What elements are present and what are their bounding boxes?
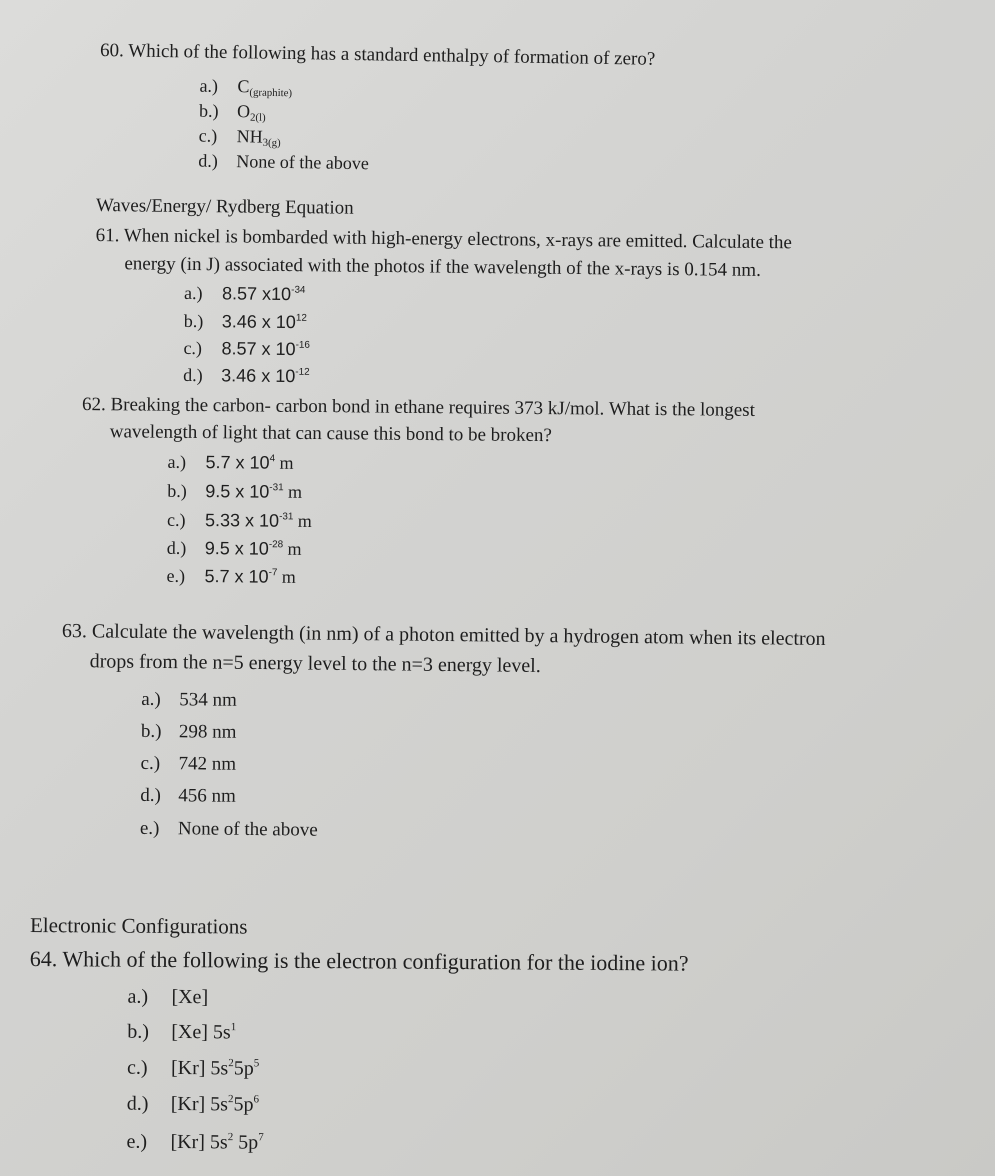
question-63-option-e <box>140 818 318 842</box>
option-mantissa: 3.46 x 10 <box>221 311 296 333</box>
option-mantissa: 8.57 x 10 <box>221 338 296 360</box>
orbital-exponent: 5 <box>253 1057 260 1070</box>
option-label: b.) <box>198 100 219 121</box>
option-label: d.) <box>198 150 219 171</box>
question-61-option-c <box>183 338 310 360</box>
option-label: c.) <box>140 752 161 775</box>
option-label: b.) <box>183 310 204 332</box>
option-label: c.) <box>198 125 218 146</box>
option-label: e.) <box>126 1130 148 1153</box>
option-label: d.) <box>126 1092 149 1115</box>
question-60-option-d <box>198 151 369 175</box>
option-label: a.) <box>167 451 187 472</box>
question-63-option-d <box>140 785 236 808</box>
option-label: c.) <box>126 1056 148 1079</box>
orbital-exponent: 2 <box>228 1057 234 1070</box>
option-label: b.) <box>140 720 162 743</box>
orbital: 5p <box>233 1057 254 1080</box>
option-label: d.) <box>166 537 187 558</box>
question-63-stem-line-2: drops from the n=5 energy level to the n=3 energy level. <box>89 650 541 678</box>
question-62-option-d <box>167 538 302 560</box>
question-63-stem-line-1: 63. Calculate the wavelength (in nm) of a photon emitted by a hydrogen atom when its electron <box>61 620 826 650</box>
option-label: e.) <box>166 565 186 586</box>
option-label: d.) <box>183 364 203 386</box>
option-exponent: -28 <box>268 539 284 551</box>
option-mantissa: 5.33 x 10 <box>204 510 280 531</box>
option-core: [Xe] <box>171 1020 208 1044</box>
option-unit: m <box>283 481 303 502</box>
option-subscript: (graphite) <box>249 86 293 100</box>
question-63-option-b <box>141 721 237 744</box>
option-exponent: 12 <box>295 312 307 324</box>
option-text: 742 nm <box>178 753 237 775</box>
option-mantissa: 5.7 x 10 <box>205 452 270 473</box>
option-unit: m <box>277 566 296 587</box>
question-62-option-e <box>166 566 296 588</box>
orbital: 5s <box>209 1131 228 1154</box>
option-text: None of the above <box>236 151 369 174</box>
question-64-option-e <box>126 1131 263 1155</box>
orbital: 5p <box>233 1131 259 1154</box>
option-text: 298 nm <box>178 721 237 743</box>
option-mantissa: 9.5 x 10 <box>204 538 269 559</box>
option-text: 456 nm <box>178 785 236 807</box>
orbital: 5p <box>233 1093 254 1116</box>
option-exponent: -12 <box>295 366 310 378</box>
question-64-option-d <box>127 1093 259 1117</box>
option-label: b.) <box>127 1020 150 1043</box>
orbital-exponent: 2 <box>227 1093 234 1106</box>
orbital-exponent: 1 <box>230 1021 237 1034</box>
section-heading-electronic: Electronic Configurations <box>29 913 248 939</box>
option-exponent: -31 <box>279 511 294 523</box>
option-formula: O <box>236 101 251 122</box>
question-61-option-a <box>184 283 306 305</box>
option-mantissa: 3.46 x 10 <box>221 365 296 387</box>
question-62-option-a <box>167 452 293 474</box>
option-subscript: 3(g) <box>262 136 281 150</box>
option-exponent: -16 <box>295 339 310 351</box>
option-formula: C <box>237 76 250 97</box>
option-subscript: 2(l) <box>249 111 266 124</box>
option-label: d.) <box>140 784 161 807</box>
option-core: [Xe] <box>171 985 209 1009</box>
question-61-stem-line-2: energy (in J) associated with the photos if the wavelength of the x-rays is 0.154 nm. <box>124 253 762 281</box>
orbital: 5s <box>212 1021 231 1044</box>
question-63-option-a <box>141 689 237 712</box>
orbital: 5s <box>210 1093 229 1116</box>
question-60-option-a <box>199 76 292 98</box>
option-unit: m <box>282 538 302 559</box>
option-text: None of the above <box>177 818 318 841</box>
question-64-option-c <box>127 1057 259 1081</box>
question-60-option-c <box>199 126 281 148</box>
question-60-option-b <box>199 101 266 123</box>
question-62-option-c <box>167 510 312 532</box>
option-label: c.) <box>183 337 203 359</box>
option-label: a.) <box>199 75 219 96</box>
question-64-option-b <box>127 1021 236 1045</box>
orbital: 5s <box>210 1057 229 1080</box>
option-formula: NH <box>236 126 263 147</box>
option-exponent: -34 <box>291 284 306 296</box>
section-heading-waves: Waves/Energy/ Rydberg Equation <box>95 195 354 219</box>
option-mantissa: 9.5 x 10 <box>205 481 270 502</box>
question-62-stem-line-1: 62. Breaking the carbon- carbon bond in ethane requires 373 kJ/mol. What is the longest <box>81 394 756 421</box>
option-core: [Kr] <box>170 1130 206 1154</box>
orbital-exponent: 2 <box>227 1131 234 1144</box>
question-63-option-c <box>140 753 236 776</box>
question-61-option-d <box>183 365 310 387</box>
orbital-exponent: 6 <box>253 1093 260 1106</box>
option-label: a.) <box>141 688 161 711</box>
option-exponent: -7 <box>268 567 278 579</box>
option-core: [Kr] <box>170 1056 206 1080</box>
option-unit: m <box>293 510 312 532</box>
question-61-option-b <box>184 311 307 333</box>
option-label: e.) <box>139 817 160 840</box>
option-core: [Kr] <box>170 1092 206 1116</box>
option-label: b.) <box>167 480 187 501</box>
question-62-stem-line-2: wavelength of light that can cause this bond to be broken? <box>109 421 552 447</box>
question-60-stem: 60. Which of the following has a standard enthalpy of formation of zero? <box>99 40 656 70</box>
orbital-exponent: 7 <box>258 1131 264 1144</box>
option-unit: m <box>274 452 294 473</box>
option-exponent: 4 <box>269 453 276 465</box>
question-64-option-a <box>127 986 208 1010</box>
question-61-stem-line-1: 61. When nickel is bombarded with high-energy electrons, x-rays are emitted. Calculate the <box>95 224 793 254</box>
option-exponent: -31 <box>269 482 284 494</box>
option-mantissa: 8.57 x10 <box>221 283 292 305</box>
option-mantissa: 5.7 x 10 <box>204 566 269 587</box>
option-label: c.) <box>166 509 186 530</box>
option-label: a.) <box>183 282 203 304</box>
question-64-stem: 64. Which of the following is the electron configuration for the iodine ion? <box>29 945 689 976</box>
option-text: 534 nm <box>179 689 237 711</box>
option-label: a.) <box>127 985 149 1008</box>
question-62-option-b <box>167 481 302 503</box>
